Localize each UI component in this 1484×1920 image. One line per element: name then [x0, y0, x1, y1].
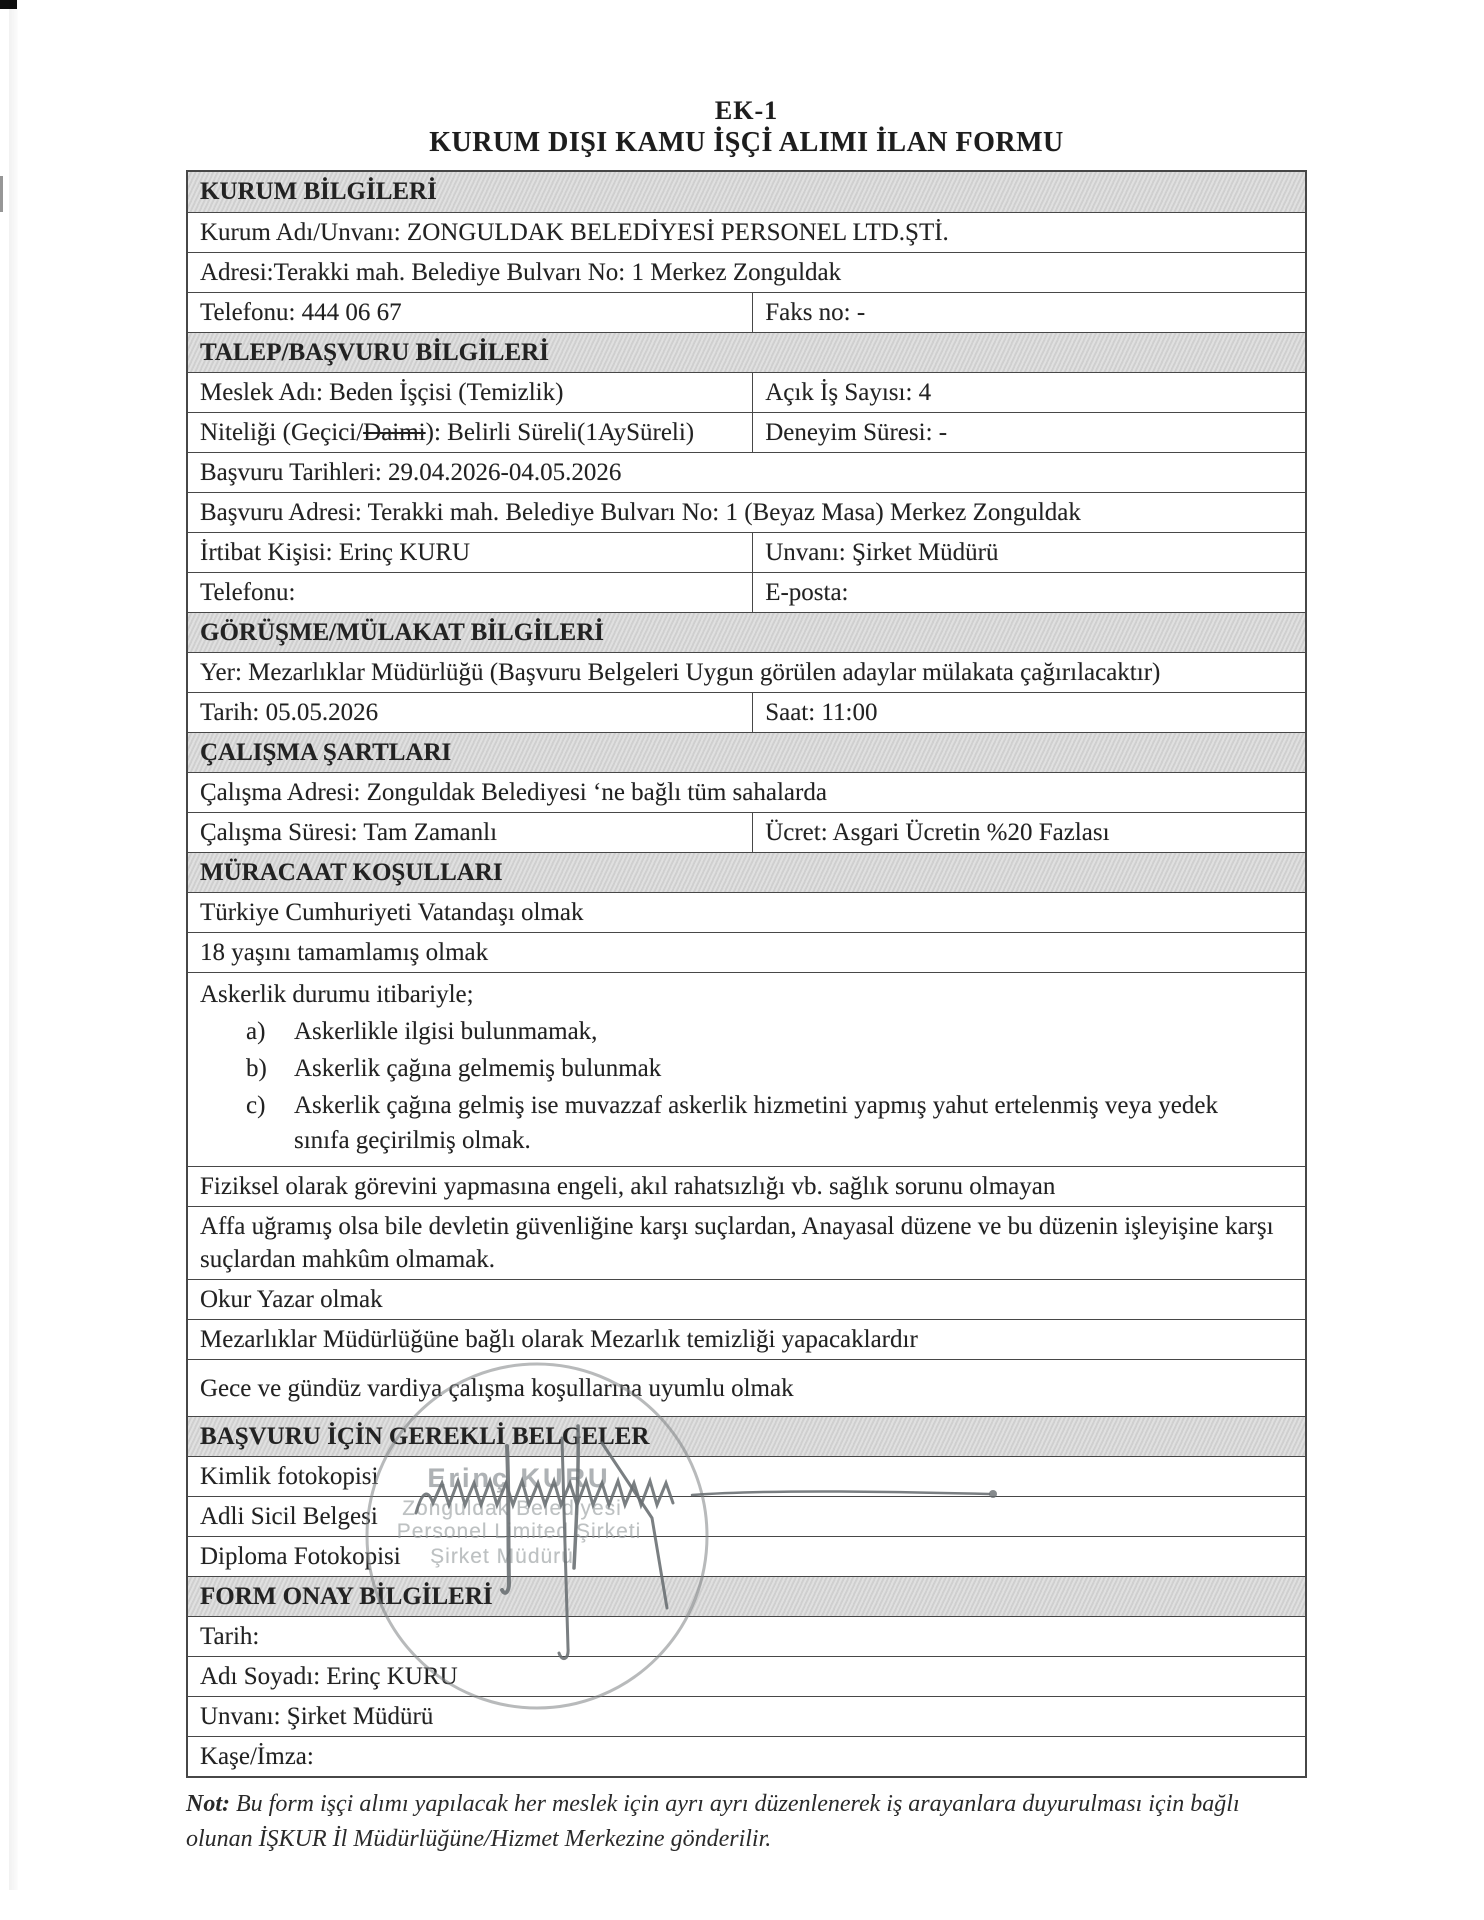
field-cell [188, 493, 1305, 532]
section-header [188, 1416, 1305, 1456]
field-cell [188, 1537, 1305, 1576]
cell-text: Saat: 11:00 [765, 699, 878, 726]
scan-artifact-tick [0, 176, 3, 212]
section-header [188, 332, 1305, 372]
table-row [188, 1736, 1305, 1776]
field-cell-left [188, 373, 753, 412]
field-cell [188, 653, 1305, 692]
field-cell-left [188, 413, 753, 452]
list-item [246, 1051, 1295, 1086]
cell-text: Kurum Adı/Unvanı: ZONGULDAK BELEDİYESİ PERSONEL LTD.ŞTİ. [200, 219, 949, 246]
table-row [188, 932, 1305, 972]
field-cell [188, 1497, 1305, 1536]
table-row [188, 1359, 1305, 1416]
cell-text: MÜRACAAT KOŞULLARI [200, 858, 503, 886]
cell-text: Okur Yazar olmak [200, 1286, 383, 1313]
table-row [188, 372, 1305, 412]
field-cell [188, 1360, 1305, 1416]
cell-text: Mezarlıklar Müdürlüğüne bağlı olarak Mezarlık temizliği yapacaklardır [200, 1326, 918, 1353]
stamp-name-line: Erinç KURU [427, 1463, 611, 1493]
cell-text: Faks no: - [765, 299, 866, 326]
cell-text: Telefonu: 444 06 67 [200, 299, 402, 326]
cell-text: TALEP/BAŞVURU BİLGİLERİ [200, 338, 549, 366]
field-cell [188, 1167, 1305, 1206]
list-item [246, 1014, 1295, 1049]
field-cell [188, 1457, 1305, 1496]
table-row [188, 252, 1305, 292]
table-row [188, 1496, 1305, 1536]
table-row [188, 692, 1305, 732]
cell-text: Kaşe/İmza: [200, 1743, 314, 1770]
page-title: KURUM DIŞI KAMU İŞÇİ ALIMI İLAN FORMU [429, 127, 1064, 158]
field-cell-right [753, 293, 1305, 332]
cell-text: ÇALIŞMA ŞARTLARI [200, 738, 452, 766]
cell-text: Telefonu: [200, 579, 296, 606]
field-cell [188, 1657, 1305, 1696]
cell-text: GÖRÜŞME/MÜLAKAT BİLGİLERİ [200, 618, 605, 646]
table-row [188, 492, 1305, 532]
cell-text: Türkiye Cumhuriyeti Vatandaşı olmak [200, 899, 584, 926]
table-row [188, 652, 1305, 692]
table-row [188, 1616, 1305, 1656]
field-cell [188, 453, 1305, 492]
table-row [188, 1536, 1305, 1576]
table-row [188, 1456, 1305, 1496]
cell-text: Affa uğramış olsa bile devletin güvenliğine karşı suçlardan, Anayasal düzene ve bu düzenin işleyişine karşı suçlardan mahkûm olmamak. [200, 1213, 1274, 1273]
table-row [188, 412, 1305, 452]
field-cell [188, 1737, 1305, 1776]
list-marker: a) [246, 1018, 266, 1045]
list-text: Askerlik çağına gelmemiş bulunmak [294, 1055, 662, 1082]
table-row [188, 1206, 1305, 1279]
footer-note [186, 1787, 1270, 1857]
table-row [188, 452, 1305, 492]
list-marker: c) [246, 1092, 266, 1119]
list-item [246, 1088, 1295, 1158]
cell-text: Niteliği (Geçici/Daimi): Belirli Süreli(1AySüreli) [200, 419, 695, 446]
cell-text: Adı Soyadı: Erinç KURU [200, 1663, 458, 1690]
table-row [188, 212, 1305, 252]
table-row [188, 1166, 1305, 1206]
table-row [188, 1319, 1305, 1359]
table-row [188, 1279, 1305, 1319]
cell-text: BAŞVURU İÇİN GEREKLİ BELGELER [200, 1422, 650, 1450]
footer-note-label: Not: [186, 1791, 230, 1817]
section-header [188, 1576, 1305, 1616]
cell-text: Adli Sicil Belgesi [200, 1503, 378, 1530]
cell-text: Deneyim Süresi: - [765, 419, 948, 446]
cell-text: Unvanı: Şirket Müdürü [200, 1703, 434, 1730]
stamp-title-line: Şirket Müdürü [430, 1545, 574, 1568]
cell-text: Meslek Adı: Beden İşçisi (Temizlik) [200, 379, 564, 406]
field-cell [188, 253, 1305, 292]
list-text: Askerlik çağına gelmiş ise muvazzaf askerlik hizmetini yapmış yahut ertelenmiş veya yedek sınıfa geçirilmiş olmak. [294, 1092, 1218, 1154]
document-content [186, 98, 1307, 1881]
cell-text: Tarih: [200, 1623, 260, 1650]
table-row-list [188, 972, 1305, 1166]
list-marker: b) [246, 1055, 267, 1082]
stamp-org-line-2: Personel Limited Şirketi [396, 1520, 642, 1543]
footer-note-text: Bu form işçi alımı yapılacak her meslek için ayrı ayrı düzenlenerek iş arayanlara duyurulması için bağlı olunan İŞKUR İl Müdürlüğüne/Hizmet Merkezine gönderilir. [186, 1791, 1240, 1852]
field-cell [188, 1320, 1305, 1359]
field-cell-left [188, 573, 753, 612]
field-cell [188, 1617, 1305, 1656]
field-cell [188, 773, 1305, 812]
cell-text: FORM ONAY BİLGİLERİ [200, 1582, 493, 1610]
section-header [188, 612, 1305, 652]
table-row [188, 812, 1305, 852]
stamp-org-line-1: Zonguldak Belediyesi [402, 1497, 622, 1520]
section-header [188, 172, 1305, 212]
field-cell-right [753, 813, 1305, 852]
field-cell-left [188, 813, 753, 852]
field-cell-left [188, 693, 753, 732]
cell-text: Başvuru Tarihleri: 29.04.2026-04.05.2026 [200, 459, 622, 486]
field-cell [188, 893, 1305, 932]
table-row [188, 532, 1305, 572]
cell-text: Açık İş Sayısı: 4 [765, 379, 932, 406]
table-row [188, 892, 1305, 932]
cell-text: Unvanı: Şirket Müdürü [765, 539, 999, 566]
cell-text: Adresi:Terakki mah. Belediye Bulvarı No: 1 Merkez Zonguldak [200, 259, 842, 286]
field-cell [188, 933, 1305, 972]
cell-text: Fiziksel olarak görevini yapmasına engeli, akıl rahatsızlığı vb. sağlık sorunu olmayan [200, 1173, 1056, 1200]
list-intro: Askerlik durumu itibariyle; [200, 981, 474, 1008]
cell-text: Diploma Fotokopisi [200, 1543, 401, 1570]
section-header [188, 732, 1305, 772]
field-cell-right [753, 413, 1305, 452]
field-cell-right [753, 373, 1305, 412]
attachment-label: EK-1 [714, 96, 779, 125]
cell-text: 18 yaşını tamamlamış olmak [200, 939, 489, 966]
cell-text: İrtibat Kişisi: Erinç KURU [200, 539, 471, 566]
cell-text: Başvuru Adresi: Terakki mah. Belediye Bulvarı No: 1 (Beyaz Masa) Merkez Zonguldak [200, 499, 1081, 526]
cell-text: Tarih: 05.05.2026 [200, 699, 379, 726]
cell-text: KURUM BİLGİLERİ [200, 178, 437, 205]
cell-text: Ücret: Asgari Ücretin %20 Fazlası [765, 819, 1110, 846]
table-row [188, 772, 1305, 812]
cell-text: Çalışma Adresi: Zonguldak Belediyesi ‘ne bağlı tüm sahalarda [200, 779, 827, 806]
field-cell-left [188, 293, 753, 332]
field-cell [188, 1280, 1305, 1319]
field-cell [188, 213, 1305, 252]
field-cell [188, 1697, 1305, 1736]
field-cell-right [753, 573, 1305, 612]
form-table [186, 170, 1307, 1778]
table-row [188, 572, 1305, 612]
table-row [188, 1656, 1305, 1696]
cell-text: Yer: Mezarlıklar Müdürlüğü (Başvuru Belgeleri Uygun görülen adaylar mülakata çağırılacaktır) [200, 659, 1161, 686]
cell-text: Kimlik fotokopisi [200, 1463, 379, 1490]
field-cell-right [753, 693, 1305, 732]
list-text: Askerlikle ilgisi bulunmamak, [294, 1018, 598, 1045]
field-cell-right [753, 533, 1305, 572]
field-cell [188, 1207, 1305, 1279]
cell-text: Çalışma Süresi: Tam Zamanlı [200, 819, 498, 846]
table-row [188, 1696, 1305, 1736]
cell-text: E-posta: [765, 579, 849, 606]
section-header [188, 852, 1305, 892]
table-row [188, 292, 1305, 332]
scan-artifact-edge [9, 0, 18, 1890]
field-cell-left [188, 533, 753, 572]
cell-text: Gece ve gündüz vardiya çalışma koşullarına uyumlu olmak [200, 1374, 794, 1402]
